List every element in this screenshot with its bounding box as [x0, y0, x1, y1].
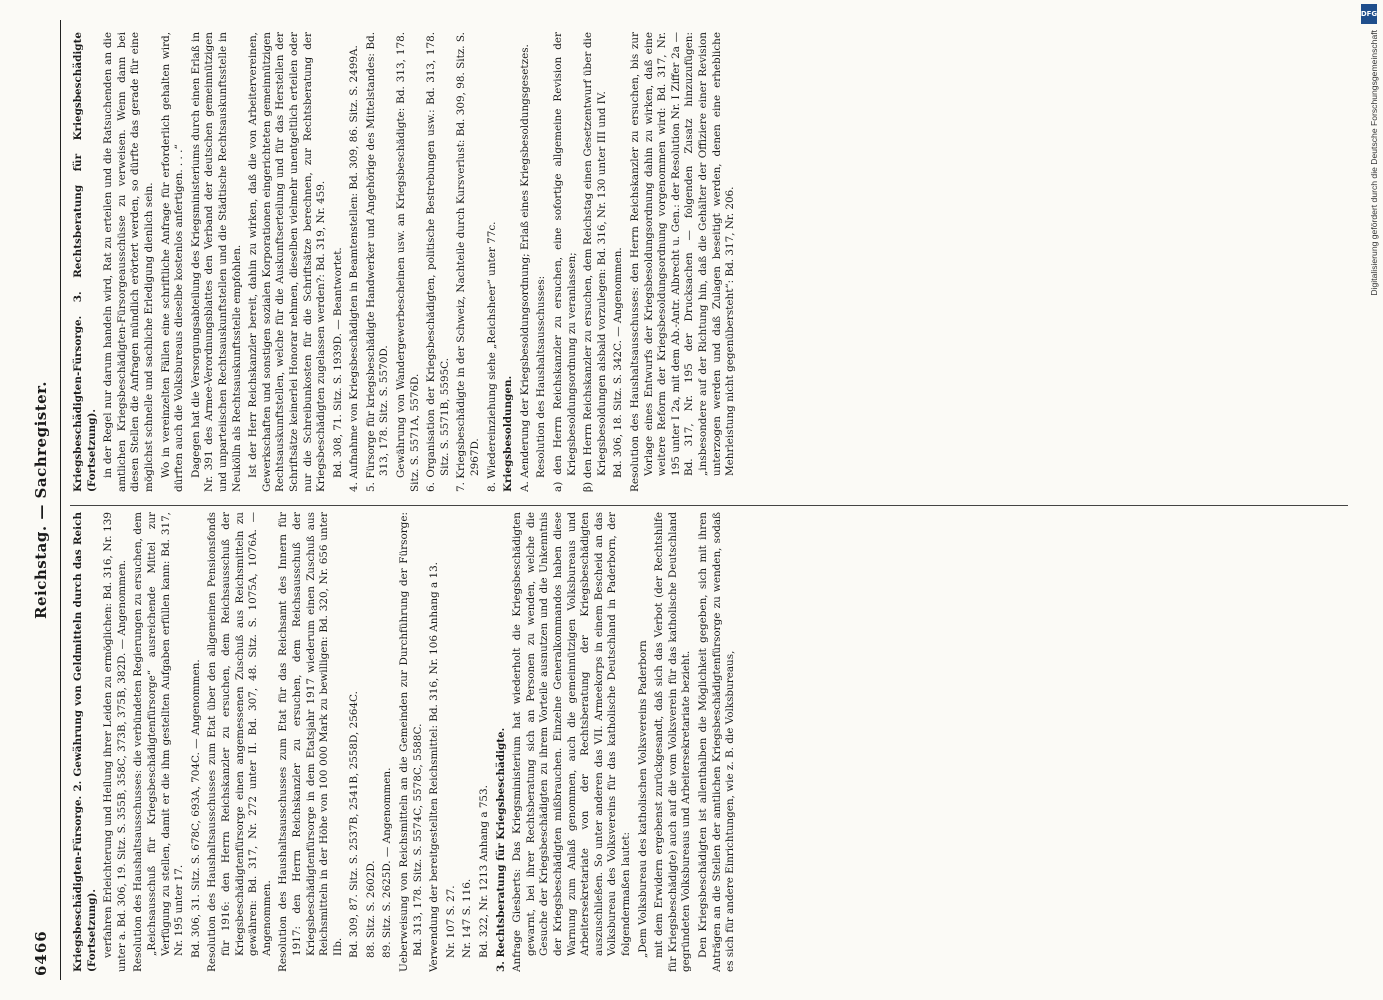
subsection-heading: 3. Rechtsberatung für Kriegsbeschädigte. — [494, 727, 507, 972]
paragraph: Bd. 306, 31. Sitz. S. 678C, 693A, 704C. — Angenommen. — [189, 659, 202, 958]
paragraph: a) den Herrn Reichskanzler zu ersuchen, eine sofortige allgemeine Revision der Kriegsbesoldungsordnung zu veranlassen; — [551, 32, 578, 492]
paragraph: 5. Fürsorge für kriegsbeschädigte Handwerker und Angehörige des Mittelstandes: Bd. 313, 178. Sitz. S. 5570D. — [364, 32, 390, 492]
paragraph: 88. Sitz. S. 2602D. — [364, 860, 377, 958]
paragraph: Verwendung der bereitgestellten Reichsmittel: Bd. 316, Nr. 106 Anhang a 13. — [427, 562, 440, 972]
paragraph: Resolution des Haushaltsausschusses: den Herrn Reichskanzler zu ersuchen, bis zur Vorlage eines Entwurfs der Kriegsbesoldungsordnung dahin zu wirken, daß eine weitere Reform der Kriegsbesoldungsordnung vorgenommen wird: Bd. 317, Nr. 195 unter I 2a, mit dem Ab.-Antr. Albrecht u. Gen.: der Resolution Nr. I Ziffer 2a — Bd. 317, Nr. 195 der Drucksachen — folgenden Zusatz hinzuzufügen: „insbesondere auf der Richtung hin, daß die Gehälter der Offiziere einer Revision unterzogen werden und daß Zulagen beseitigt werden, denen eine erhebliche Mehrleistung nicht gegenübersteht“: Bd. 317, Nr. 206. — [628, 32, 736, 492]
column-divider — [70, 505, 1348, 506]
paragraph: 4. Aufnahme von Kriegsbeschädigten in Beamtenstellen: Bd. 309, 86. Sitz. S. 2499A. — [347, 45, 360, 492]
paragraph: Dagegen hat die Versorgungsabteilung des Kriegsministeriums durch einen Erlaß in Nr. 391 des Armee-Verordnungsblattes den Verband der deutschen gemeinnützigen und unparteiischen Rechtsauskunftstellen und die Städtische Rechtsauskunftsstelle in Neukölln als Rechtsauskunftsstelle empfohlen. — [189, 32, 243, 492]
paragraph: Ist der Herr Reichskanzler bereit, dahin zu wirken, daß die von Arbeitervereinen, Gewerkschaften und sonstigen sozialen Korporationen eingerichteten gemeinnützigen Rechtsauskunftstellen, welche für die Auskunftserteilung und für das Herstellen der Schriftsätze keinerlei Honorar nehmen, dieselben vielmehr unentgeltlich erteilen oder nur die Schreibunkosten für die Schriftsätze berechnen, zur Rechtsberatung der Kriegsbeschädigten zugelassen werden?: Bd. 319, Nr. 459. — [246, 32, 327, 492]
section-heading: Kriegsbesoldungen. — [501, 375, 514, 492]
paragraph: mit dem Erwidern ergebenst zurückgesandt, daß sich das Verbot (der Rechtshilfe für Kriegsbeschädigte) auch auf die vom Volksverein für das katholische Deutschland gegründeten Volksbureaus und Arbeitersekretariate bezieht. — [652, 512, 692, 972]
paragraph: Bd. 308, 71. Sitz. S. 1939D. — Beantwortet. — [331, 247, 344, 478]
running-head: Reichstag. — Sachregister. — [31, 381, 50, 619]
paragraph: Resolution des Haushaltsausschusses: die verbündeten Regierungen zu ersuchen, dem „Reichsausschuß für Kriegsbeschädigtenfürsorge“ ausreichende Mittel zur Verfügung zu stellen, damit er die ihm gestellten Aufgaben erfüllen kann: Bd. 317, Nr. 195 unter 17. — [131, 512, 185, 972]
paragraph: Nr. 147 S. 116. — [460, 878, 473, 958]
digitization-strip — [1357, 0, 1379, 1000]
paragraph: Nr. 107 S. 27. — [444, 885, 457, 958]
paragraph: Anfrage Giesberts: Das Kriegsministerium hat wiederholt die Kriegsbeschädigten gewarnt, bei ihrer Rechtsberatung sich an Personen zu wenden, welche die Gesuche der Kriegsbeschädigten zu ihrem Vorteile ausnutzen und die Unkenntnis der Kriegsbeschädigten mißbrauchen. Einzelne Generalkommandos haben diese Warnung zum Anlaß genommen, auch die gemeinnützigen Volksbureaus und Arbeitersekretariate von der Rechtsberatung der Kriegsbeschädigten auszuschließen. So unter anderen das VII. Armeekorps in einem Bescheid an das Volksbureau des Volksvereins für das katholische Deutschland in Paderborn, der folgendermaßen lautet: — [510, 512, 632, 972]
digitization-credit: Digitalisierung gefördert durch die Deutsche Forschungsgemeinschaft — [1369, 30, 1379, 296]
paragraph: Bd. 306, 18. Sitz. S. 342C. — Angenommen. — [611, 247, 624, 478]
section-heading: Kriegsbeschädigten-Fürsorge. 2. Gewährung von Geldmitteln durch das Reich (Fortsetzung). — [71, 512, 98, 972]
paragraph: 7. Kriegsbeschädigte in der Schweiz, Nachteile durch Kursverlust: Bd. 309, 98. Sitz. S. 2967D. — [454, 32, 481, 492]
right-column — [72, 32, 1350, 492]
page-number: 6466 — [31, 930, 50, 976]
paragraph: Den Kriegsbeschädigten ist allenthalben die Möglichkeit gegeben, sich mit ihren Anträgen an die Stellen der amtlichen Kriegsbeschädigtenfürsorge zu wenden, sodaß es sich für andere Einrichtungen, wie z. B. die Volksbureaus, — [696, 512, 736, 972]
paragraph: A. Aenderung der Kriegsbesoldungsordnung; Erlaß eines Kriegsbesoldungsgesetzes. — [518, 44, 531, 492]
dfg-logo: DFG — [1361, 4, 1377, 24]
paragraph: „Dem Volksbureau des katholischen Volksvereins Paderborn — [636, 640, 649, 958]
paragraph: Resolution des Haushaltsausschusses: — [534, 275, 547, 478]
paragraph: in der Regel nur darum handeln wird, Rat zu erteilen und die Ratsuchenden an die amtlichen Kriegsbeschädigten-Fürsorgeausschüsse zu verweisen. Wenn dann bei diesen Stellen die Anfragen mündlich erörtert werden, so dürfte das gerade für eine möglichst schnelle und sachliche Erledigung dienlich sein. — [101, 32, 155, 492]
page — [22, 20, 1362, 980]
header-rule — [60, 20, 61, 980]
paragraph: Bd. 322, Nr. 1213 Anhang a 753. — [477, 785, 490, 958]
paragraph: 6. Organisation der Kriegsbeschädigten, politische Bestrebungen usw.: Bd. 313, 178. Sitz. S. 5571B, 5595C. — [424, 32, 451, 492]
left-column — [72, 512, 1350, 972]
paragraph: Resolution des Haushaltsausschusses zum Etat für das Reichsamt des Innern für 1917: den Herrn Reichskanzler zu ersuchen, dem Reichsausschuß der Kriegsbeschädigtenfürsorge in dem Etatsjahr 1917 wiederum einen Zuschuß aus Reichsmitteln in der Höhe von 100 000 Mark zu bewilligen: Bd. 320, Nr. 656 unter IIb. — [276, 512, 344, 972]
paragraph: Ueberweisung von Reichsmitteln an die Gemeinden zur Durchführung der Fürsorge: Bd. 313, 178. Sitz. S. 5574C, 5578C, 5588C. — [397, 512, 424, 972]
paragraph: Gewährung von Wandergewerbescheinen usw. an Kriegsbeschädigte: Bd. 313, 178. Sitz. S. 5571A, 5576D. — [394, 32, 421, 492]
page-header — [22, 20, 60, 980]
paragraph: Bd. 309, 87. Sitz. S. 2537B, 2541B, 2558D, 2564C. — [347, 691, 360, 958]
paragraph: β) den Herrn Reichskanzler zu ersuchen, dem Reichstag einen Gesetzentwurf über die Kriegsbesoldungen alsbald vorzulegen: Bd. 316, Nr. 130 unter III und IV. — [581, 32, 608, 492]
paragraph: 8. Wiedereinziehung siehe „Reichsheer“ unter 77c. — [485, 221, 498, 492]
paragraph: verfahren Erleichterung und Heilung ihrer Leiden zu ermöglichen: Bd. 316, Nr. 139 unter a. Bd. 306, 19. Sitz. S. 355B, 358C, 373B, 375B, 382D. — Angenommen. — [101, 512, 128, 972]
paragraph: 89. Sitz. S. 2625D. — Angenommen. — [380, 767, 393, 958]
section-heading: Kriegsbeschädigten-Fürsorge. 3. Rechtsberatung für Kriegsbeschädigte (Fortsetzung). — [71, 32, 98, 492]
paragraph: Wo in vereinzelten Fällen eine schriftliche Anfrage für erforderlich gehalten wird, dürften auch die Volksbureaus dieselbe kostenlos anfertigen. . . .“ — [159, 32, 185, 492]
paragraph: Resolution des Haushaltsausschusses zum Etat über den allgemeinen Pensionsfonds für 1916: den Herrn Reichskanzler zu ersuchen, dem Reichsausschuß der Kriegsbeschädigtenfürsorge einen angemessenen Zuschuß aus Reichsmitteln zu gewähren: Bd. 317, Nr. 272 unter II. Bd. 307, 48. Sitz. S. 1075A, 1076A. — Angenommen. — [205, 512, 273, 972]
